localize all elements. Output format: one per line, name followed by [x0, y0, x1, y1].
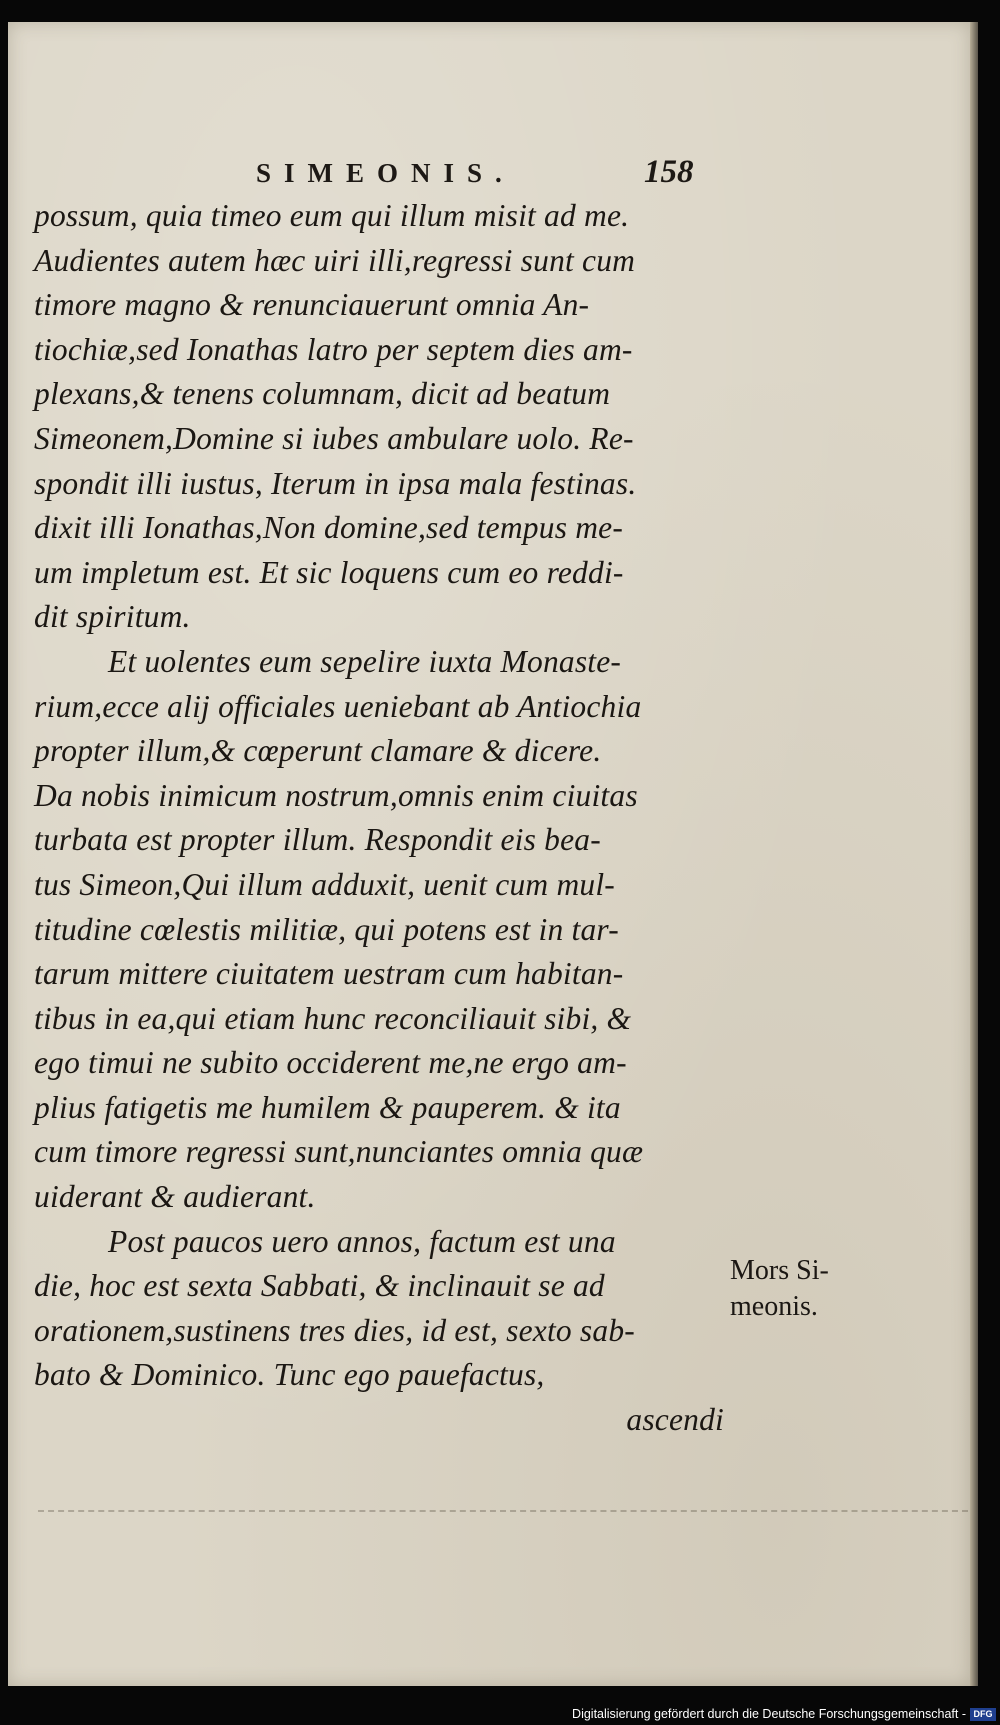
text-line: tarum mittere ciuitatem uestram cum habitan-	[34, 956, 624, 992]
text-line: Simeonem,Domine si iubes ambulare uolo. Re-	[34, 420, 634, 456]
dfg-logo: DFG	[970, 1708, 996, 1721]
page-edge	[970, 22, 978, 1686]
text-line: Da nobis inimicum nostrum,omnis enim ciuitas	[34, 777, 638, 813]
text-line: bato & Dominico. Tunc ego pauefactus,	[34, 1357, 545, 1393]
marginal-note-line: Mors Si-	[730, 1255, 829, 1286]
text-line: spondit illi iustus, Iterum in ipsa mala festinas.	[34, 465, 637, 501]
catchword: ascendi	[626, 1402, 724, 1438]
text-line: timore magno & renunciauerunt omnia An-	[34, 287, 590, 323]
page-number: 158	[644, 154, 694, 190]
digitization-credit: Digitalisierung gefördert durch die Deutsche Forschungsgemeinschaft -	[572, 1707, 966, 1721]
main-text	[34, 194, 724, 1443]
text-line: propter illum,& cœperunt clamare & dicere.	[34, 733, 602, 769]
book-page	[8, 22, 970, 1686]
text-line: uiderant & audierant.	[34, 1179, 316, 1215]
text-line: orationem,sustinens tres dies, id est, sexto sab-	[34, 1312, 635, 1348]
paragraph-start-line: Post paucos uero annos, factum est una	[108, 1223, 616, 1259]
text-line: tus Simeon,Qui illum adduxit, uenit cum mul-	[34, 866, 615, 902]
text-line: dit spiritum.	[34, 599, 191, 635]
text-line: dixit illi Ionathas,Non domine,sed tempus me-	[34, 510, 624, 546]
text-line: um impletum est. Et sic loquens cum eo reddi-	[34, 554, 624, 590]
text-line: cum timore regressi sunt,nunciantes omnia quæ	[34, 1134, 644, 1170]
text-line: tiochiæ,sed Ionathas latro per septem dies am-	[34, 331, 633, 367]
text-line: possum, quia timeo eum qui illum misit ad me.	[34, 198, 630, 233]
text-line: Audientes autem hæc uiri illi,regressi sunt cum	[34, 242, 636, 278]
text-line: die, hoc est sexta Sabbati, & inclinauit se ad	[34, 1268, 605, 1304]
text-line: ego timui ne subito occiderent me,ne ergo am-	[34, 1045, 627, 1081]
text-line: tibus in ea,qui etiam hunc reconciliauit sibi, &	[34, 1000, 632, 1036]
paragraph-start-line: Et uolentes eum sepelire iuxta Monaste-	[108, 643, 622, 679]
running-title: SIMEONIS.	[256, 158, 515, 188]
text-line: rium,ecce alij officiales ueniebant ab Antiochia	[34, 688, 642, 724]
marginal-note	[730, 1253, 829, 1325]
text-line: turbata est propter illum. Respondit eis bea-	[34, 822, 601, 858]
marginal-note-line: meonis.	[730, 1291, 818, 1322]
text-line: titudine cœlestis militiæ, qui potens est in tar-	[34, 911, 619, 947]
text-line: plexans,& tenens columnam, dicit ad beatum	[34, 376, 611, 412]
text-line: plius fatigetis me humilem & pauperem. & ita	[34, 1089, 621, 1125]
page-crease	[38, 1510, 968, 1512]
